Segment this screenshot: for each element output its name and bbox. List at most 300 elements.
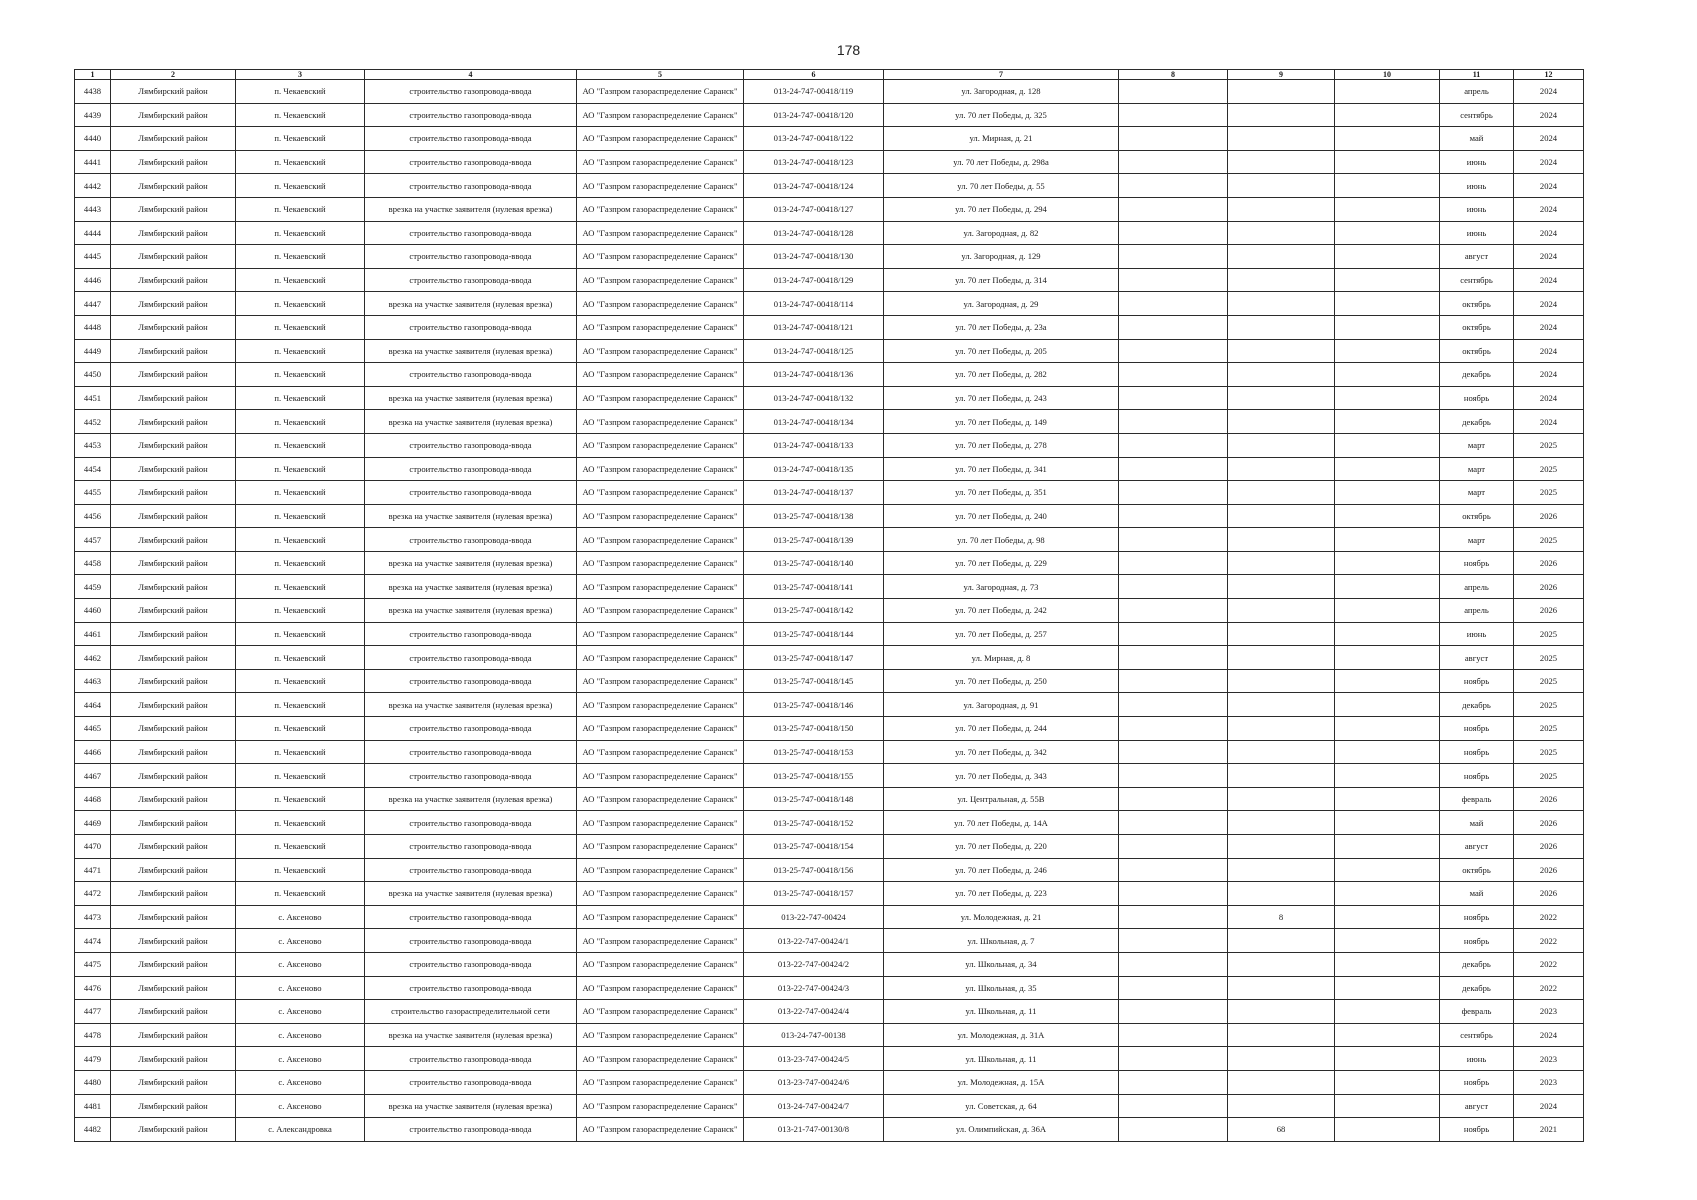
cell-address: ул. 70 лет Победы, д. 246 [884,858,1119,882]
cell-settlement: п. Чекаевский [236,386,365,410]
cell-district: Лямбирский район [111,1000,236,1024]
cell-contract-number: 013-25-747-00418/141 [744,575,884,599]
cell-col-8 [1119,929,1228,953]
cell-contract-number: 013-25-747-00418/155 [744,764,884,788]
cell-col-8 [1119,1000,1228,1024]
cell-contract-number: 013-25-747-00418/142 [744,599,884,623]
cell-district: Лямбирский район [111,481,236,505]
cell-work-type: строительство газопровода-ввода [365,268,577,292]
cell-row-number: 4471 [75,858,111,882]
cell-row-number: 4447 [75,292,111,316]
cell-work-type: врезка на участке заявителя (нулевая врезка) [365,1023,577,1047]
cell-col-10 [1335,717,1440,741]
cell-contract-number: 013-25-747-00418/153 [744,740,884,764]
cell-col-9: 68 [1228,1118,1335,1142]
cell-contract-number: 013-25-747-00418/147 [744,646,884,670]
cell-organization: АО "Газпром газораспределение Саранск" [577,481,744,505]
column-header-3: 3 [236,70,365,80]
cell-address: ул. Молодежная, д. 31А [884,1023,1119,1047]
table-row [75,764,1584,788]
cell-month: ноябрь [1440,1118,1514,1142]
cell-col-9 [1228,811,1335,835]
cell-work-type: строительство газопровода-ввода [365,221,577,245]
cell-settlement: п. Чекаевский [236,292,365,316]
cell-contract-number: 013-24-747-00418/137 [744,481,884,505]
column-header-8: 8 [1119,70,1228,80]
cell-col-9 [1228,787,1335,811]
cell-organization: АО "Газпром газораспределение Саранск" [577,221,744,245]
cell-col-8 [1119,1094,1228,1118]
cell-organization: АО "Газпром газораспределение Саранск" [577,1023,744,1047]
cell-year: 2024 [1514,363,1584,387]
table-row [75,929,1584,953]
cell-district: Лямбирский район [111,717,236,741]
cell-col-9 [1228,717,1335,741]
cell-month: октябрь [1440,315,1514,339]
cell-organization: АО "Газпром газораспределение Саранск" [577,174,744,198]
cell-year: 2026 [1514,835,1584,859]
cell-contract-number: 013-24-747-00418/114 [744,292,884,316]
cell-work-type: строительство газопровода-ввода [365,952,577,976]
cell-col-9 [1228,858,1335,882]
cell-settlement: п. Чекаевский [236,575,365,599]
cell-col-8 [1119,528,1228,552]
cell-year: 2025 [1514,433,1584,457]
cell-col-10 [1335,386,1440,410]
cell-month: май [1440,882,1514,906]
cell-col-9 [1228,127,1335,151]
table-row [75,103,1584,127]
cell-address: ул. 70 лет Победы, д. 298а [884,150,1119,174]
cell-work-type: врезка на участке заявителя (нулевая врезка) [365,882,577,906]
cell-address: ул. Мирная, д. 21 [884,127,1119,151]
cell-col-8 [1119,669,1228,693]
cell-district: Лямбирский район [111,174,236,198]
cell-contract-number: 013-25-747-00418/140 [744,551,884,575]
cell-month: октябрь [1440,504,1514,528]
cell-col-9 [1228,693,1335,717]
cell-row-number: 4453 [75,433,111,457]
cell-month: ноябрь [1440,764,1514,788]
cell-district: Лямбирский район [111,811,236,835]
cell-col-8 [1119,693,1228,717]
cell-year: 2022 [1514,952,1584,976]
cell-row-number: 4469 [75,811,111,835]
cell-year: 2024 [1514,127,1584,151]
cell-col-8 [1119,221,1228,245]
cell-contract-number: 013-24-747-00418/122 [744,127,884,151]
cell-row-number: 4478 [75,1023,111,1047]
cell-month: май [1440,811,1514,835]
table-row [75,245,1584,269]
cell-month: август [1440,245,1514,269]
cell-row-number: 4446 [75,268,111,292]
cell-row-number: 4480 [75,1070,111,1094]
cell-contract-number: 013-22-747-00424/3 [744,976,884,1000]
cell-col-10 [1335,1047,1440,1071]
cell-settlement: с. Аксеново [236,929,365,953]
cell-organization: АО "Газпром газораспределение Саранск" [577,575,744,599]
cell-district: Лямбирский район [111,787,236,811]
cell-col-9 [1228,882,1335,906]
cell-col-8 [1119,80,1228,104]
cell-col-10 [1335,811,1440,835]
cell-organization: АО "Газпром газораспределение Саранск" [577,551,744,575]
table-row [75,1118,1584,1142]
table-row [75,1094,1584,1118]
cell-organization: АО "Газпром газораспределение Саранск" [577,197,744,221]
cell-col-10 [1335,268,1440,292]
cell-address: ул. Загородная, д. 129 [884,245,1119,269]
table-row [75,669,1584,693]
table-row [75,292,1584,316]
cell-year: 2023 [1514,1070,1584,1094]
cell-work-type: строительство газораспределительной сети [365,1000,577,1024]
cell-contract-number: 013-25-747-00418/145 [744,669,884,693]
cell-organization: АО "Газпром газораспределение Саранск" [577,127,744,151]
cell-organization: АО "Газпром газораспределение Саранск" [577,905,744,929]
cell-month: декабрь [1440,410,1514,434]
cell-col-8 [1119,315,1228,339]
cell-col-10 [1335,764,1440,788]
cell-settlement: с. Аксеново [236,952,365,976]
cell-col-9 [1228,80,1335,104]
cell-contract-number: 013-22-747-00424/4 [744,1000,884,1024]
cell-address: ул. Молодежная, д. 21 [884,905,1119,929]
cell-col-8 [1119,764,1228,788]
cell-col-8 [1119,952,1228,976]
cell-district: Лямбирский район [111,669,236,693]
cell-organization: АО "Газпром газораспределение Саранск" [577,363,744,387]
cell-contract-number: 013-25-747-00418/150 [744,717,884,741]
cell-organization: АО "Газпром газораспределение Саранск" [577,1000,744,1024]
cell-address: ул. 70 лет Победы, д. 242 [884,599,1119,623]
cell-address: ул. 70 лет Победы, д. 342 [884,740,1119,764]
cell-organization: АО "Газпром газораспределение Саранск" [577,103,744,127]
cell-year: 2026 [1514,882,1584,906]
cell-col-9 [1228,1070,1335,1094]
cell-district: Лямбирский район [111,693,236,717]
cell-settlement: с. Аксеново [236,1047,365,1071]
cell-district: Лямбирский район [111,245,236,269]
cell-work-type: строительство газопровода-ввода [365,811,577,835]
table-row [75,905,1584,929]
cell-organization: АО "Газпром газораспределение Саранск" [577,245,744,269]
cell-settlement: с. Аксеново [236,1070,365,1094]
cell-col-10 [1335,952,1440,976]
cell-district: Лямбирский район [111,221,236,245]
cell-year: 2026 [1514,551,1584,575]
cell-month: ноябрь [1440,717,1514,741]
cell-work-type: врезка на участке заявителя (нулевая врезка) [365,599,577,623]
cell-month: октябрь [1440,292,1514,316]
cell-contract-number: 013-22-747-00424/1 [744,929,884,953]
cell-district: Лямбирский район [111,905,236,929]
cell-col-9 [1228,528,1335,552]
cell-col-10 [1335,174,1440,198]
cell-settlement: п. Чекаевский [236,835,365,859]
cell-col-8 [1119,197,1228,221]
column-header-6: 6 [744,70,884,80]
cell-district: Лямбирский район [111,1094,236,1118]
cell-contract-number: 013-23-747-00424/6 [744,1070,884,1094]
cell-row-number: 4479 [75,1047,111,1071]
cell-row-number: 4449 [75,339,111,363]
cell-contract-number: 013-21-747-00130/8 [744,1118,884,1142]
cell-year: 2022 [1514,929,1584,953]
cell-col-10 [1335,150,1440,174]
cell-row-number: 4473 [75,905,111,929]
cell-contract-number: 013-24-747-00418/136 [744,363,884,387]
cell-address: ул. 70 лет Победы, д. 243 [884,386,1119,410]
cell-work-type: строительство газопровода-ввода [365,80,577,104]
cell-col-10 [1335,433,1440,457]
cell-work-type: строительство газопровода-ввода [365,245,577,269]
cell-organization: АО "Газпром газораспределение Саранск" [577,646,744,670]
cell-col-8 [1119,174,1228,198]
cell-month: май [1440,127,1514,151]
cell-contract-number: 013-24-747-00418/133 [744,433,884,457]
cell-col-9 [1228,363,1335,387]
cell-year: 2022 [1514,905,1584,929]
cell-col-9 [1228,268,1335,292]
cell-row-number: 4441 [75,150,111,174]
table-row [75,433,1584,457]
cell-year: 2024 [1514,197,1584,221]
cell-col-8 [1119,1118,1228,1142]
cell-col-8 [1119,504,1228,528]
cell-organization: АО "Газпром газораспределение Саранск" [577,150,744,174]
cell-settlement: п. Чекаевский [236,457,365,481]
cell-col-9 [1228,197,1335,221]
cell-col-8 [1119,363,1228,387]
cell-contract-number: 013-24-747-00418/129 [744,268,884,292]
cell-month: декабрь [1440,693,1514,717]
cell-col-10 [1335,646,1440,670]
cell-contract-number: 013-25-747-00418/146 [744,693,884,717]
cell-col-10 [1335,481,1440,505]
cell-col-8 [1119,150,1228,174]
cell-col-8 [1119,292,1228,316]
cell-district: Лямбирский район [111,457,236,481]
cell-address: ул. 70 лет Победы, д. 14А [884,811,1119,835]
cell-year: 2024 [1514,245,1584,269]
cell-col-9 [1228,764,1335,788]
table-row [75,221,1584,245]
cell-year: 2025 [1514,693,1584,717]
cell-work-type: строительство газопровода-ввода [365,103,577,127]
cell-month: апрель [1440,575,1514,599]
cell-work-type: строительство газопровода-ввода [365,717,577,741]
cell-row-number: 4448 [75,315,111,339]
cell-address: ул. 70 лет Победы, д. 250 [884,669,1119,693]
cell-organization: АО "Газпром газораспределение Саранск" [577,528,744,552]
cell-row-number: 4461 [75,622,111,646]
cell-contract-number: 013-24-747-00424/7 [744,1094,884,1118]
cell-address: ул. Школьная, д. 34 [884,952,1119,976]
cell-district: Лямбирский район [111,150,236,174]
cell-year: 2021 [1514,1118,1584,1142]
cell-contract-number: 013-25-747-00418/138 [744,504,884,528]
cell-address: ул. 70 лет Победы, д. 229 [884,551,1119,575]
cell-month: сентябрь [1440,1023,1514,1047]
cell-district: Лямбирский район [111,882,236,906]
cell-year: 2024 [1514,1094,1584,1118]
cell-organization: АО "Газпром газораспределение Саранск" [577,504,744,528]
cell-organization: АО "Газпром газораспределение Саранск" [577,410,744,434]
cell-work-type: врезка на участке заявителя (нулевая врезка) [365,410,577,434]
cell-year: 2026 [1514,575,1584,599]
cell-month: октябрь [1440,339,1514,363]
cell-settlement: п. Чекаевский [236,410,365,434]
cell-district: Лямбирский район [111,646,236,670]
cell-settlement: п. Чекаевский [236,551,365,575]
cell-col-8 [1119,268,1228,292]
cell-settlement: п. Чекаевский [236,268,365,292]
cell-row-number: 4440 [75,127,111,151]
cell-month: сентябрь [1440,103,1514,127]
cell-work-type: врезка на участке заявителя (нулевая врезка) [365,504,577,528]
cell-work-type: строительство газопровода-ввода [365,433,577,457]
cell-col-9 [1228,103,1335,127]
cell-col-8 [1119,127,1228,151]
cell-year: 2025 [1514,528,1584,552]
cell-col-10 [1335,410,1440,434]
cell-address: ул. Молодежная, д. 15А [884,1070,1119,1094]
cell-col-9 [1228,315,1335,339]
cell-address: ул. 70 лет Победы, д. 223 [884,882,1119,906]
cell-month: февраль [1440,787,1514,811]
table-header [75,70,1584,80]
cell-settlement: п. Чекаевский [236,622,365,646]
cell-address: ул. Загородная, д. 73 [884,575,1119,599]
cell-contract-number: 013-25-747-00418/154 [744,835,884,859]
cell-col-9 [1228,174,1335,198]
table-row [75,882,1584,906]
cell-contract-number: 013-24-747-00418/132 [744,386,884,410]
cell-row-number: 4476 [75,976,111,1000]
cell-month: ноябрь [1440,905,1514,929]
cell-district: Лямбирский район [111,1047,236,1071]
cell-address: ул. 70 лет Победы, д. 278 [884,433,1119,457]
cell-district: Лямбирский район [111,1118,236,1142]
cell-district: Лямбирский район [111,410,236,434]
cell-col-9 [1228,929,1335,953]
cell-col-8 [1119,646,1228,670]
cell-district: Лямбирский район [111,976,236,1000]
cell-contract-number: 013-25-747-00418/144 [744,622,884,646]
cell-settlement: п. Чекаевский [236,646,365,670]
cell-contract-number: 013-24-747-00418/121 [744,315,884,339]
cell-settlement: п. Чекаевский [236,80,365,104]
cell-row-number: 4455 [75,481,111,505]
cell-col-10 [1335,622,1440,646]
cell-year: 2022 [1514,976,1584,1000]
cell-year: 2024 [1514,174,1584,198]
cell-row-number: 4445 [75,245,111,269]
cell-settlement: с. Александровка [236,1118,365,1142]
cell-work-type: врезка на участке заявителя (нулевая врезка) [365,575,577,599]
cell-settlement: п. Чекаевский [236,811,365,835]
cell-organization: АО "Газпром газораспределение Саранск" [577,1047,744,1071]
cell-district: Лямбирский район [111,551,236,575]
table-row [75,599,1584,623]
cell-month: ноябрь [1440,551,1514,575]
cell-organization: АО "Газпром газораспределение Саранск" [577,433,744,457]
cell-col-10 [1335,80,1440,104]
cell-col-10 [1335,292,1440,316]
cell-col-10 [1335,339,1440,363]
cell-col-8 [1119,599,1228,623]
table-row [75,1047,1584,1071]
page-number: 178 [836,42,861,58]
cell-col-10 [1335,197,1440,221]
cell-district: Лямбирский район [111,835,236,859]
cell-col-10 [1335,599,1440,623]
cell-col-8 [1119,1023,1228,1047]
cell-row-number: 4444 [75,221,111,245]
cell-year: 2025 [1514,622,1584,646]
cell-settlement: п. Чекаевский [236,787,365,811]
cell-district: Лямбирский район [111,952,236,976]
cell-row-number: 4463 [75,669,111,693]
cell-year: 2026 [1514,599,1584,623]
cell-contract-number: 013-25-747-00418/156 [744,858,884,882]
cell-district: Лямбирский район [111,858,236,882]
cell-organization: АО "Газпром газораспределение Саранск" [577,268,744,292]
cell-month: июнь [1440,174,1514,198]
cell-col-8 [1119,386,1228,410]
cell-month: июнь [1440,197,1514,221]
cell-col-8 [1119,787,1228,811]
cell-settlement: п. Чекаевский [236,221,365,245]
cell-col-10 [1335,551,1440,575]
cell-col-10 [1335,504,1440,528]
cell-district: Лямбирский район [111,315,236,339]
table-row [75,268,1584,292]
cell-col-10 [1335,528,1440,552]
cell-district: Лямбирский район [111,292,236,316]
cell-organization: АО "Газпром газораспределение Саранск" [577,976,744,1000]
cell-row-number: 4466 [75,740,111,764]
cell-work-type: строительство газопровода-ввода [365,740,577,764]
cell-year: 2024 [1514,1023,1584,1047]
cell-contract-number: 013-24-747-00418/128 [744,221,884,245]
table-row [75,80,1584,104]
cell-year: 2026 [1514,811,1584,835]
cell-settlement: п. Чекаевский [236,339,365,363]
cell-month: ноябрь [1440,1070,1514,1094]
table-row [75,197,1584,221]
cell-col-8 [1119,551,1228,575]
cell-settlement: п. Чекаевский [236,528,365,552]
cell-contract-number: 013-25-747-00418/152 [744,811,884,835]
cell-settlement: с. Аксеново [236,1000,365,1024]
cell-address: ул. 70 лет Победы, д. 325 [884,103,1119,127]
cell-organization: АО "Газпром газораспределение Саранск" [577,764,744,788]
cell-district: Лямбирский район [111,764,236,788]
cell-address: ул. 70 лет Победы, д. 23а [884,315,1119,339]
cell-organization: АО "Газпром газораспределение Саранск" [577,787,744,811]
cell-district: Лямбирский район [111,80,236,104]
cell-settlement: с. Аксеново [236,976,365,1000]
cell-col-10 [1335,693,1440,717]
cell-work-type: строительство газопровода-ввода [365,363,577,387]
cell-year: 2025 [1514,717,1584,741]
cell-contract-number: 013-24-747-00418/123 [744,150,884,174]
cell-row-number: 4454 [75,457,111,481]
table-row [75,339,1584,363]
